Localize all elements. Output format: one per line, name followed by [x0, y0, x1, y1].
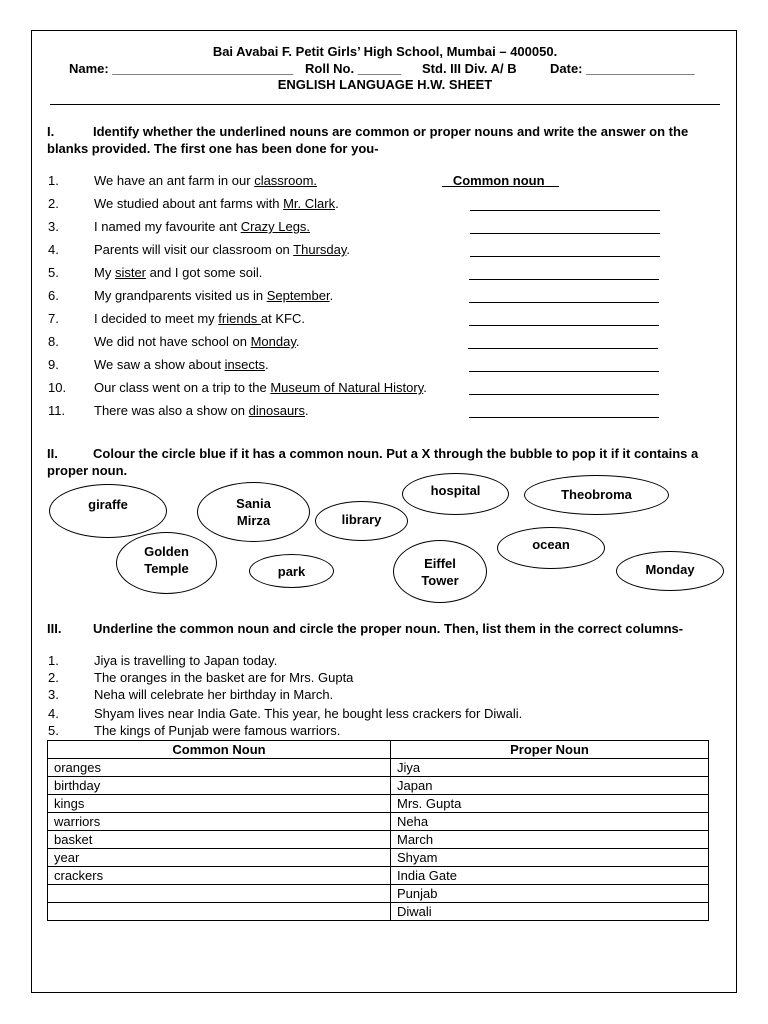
underlined-noun: sister: [114, 265, 147, 280]
sentence-number: 5.: [48, 723, 59, 738]
sentence-number: 3.: [48, 687, 59, 702]
common-noun-cell[interactable]: year: [48, 849, 391, 867]
item-sentence: I named my favourite ant Crazy Legs.: [94, 219, 311, 234]
proper-noun-cell[interactable]: Shyam: [391, 849, 709, 867]
proper-noun-cell[interactable]: Neha: [391, 813, 709, 831]
item-sentence: Parents will visit our classroom on Thursday.: [94, 242, 351, 257]
proper-noun-cell[interactable]: Jiya: [391, 759, 709, 777]
sentence-number: 4.: [48, 706, 59, 721]
item-sentence: My grandparents visited us in September.: [94, 288, 334, 303]
noun-table: [47, 740, 709, 921]
date-line: [550, 61, 695, 76]
table-row: [48, 813, 709, 831]
noun-bubble[interactable]: Theobroma: [524, 475, 669, 515]
name-blank[interactable]: _________________________: [112, 61, 294, 76]
answer-blank[interactable]: [469, 302, 659, 303]
answer-blank[interactable]: [470, 233, 660, 234]
table-row: [48, 867, 709, 885]
item-number: 4.: [48, 242, 59, 257]
sentence-text: The kings of Punjab were famous warriors.: [94, 723, 341, 738]
table-row: [48, 831, 709, 849]
date-blank[interactable]: _______________: [586, 61, 695, 76]
noun-bubble[interactable]: Sania Mirza: [197, 482, 310, 542]
list-item: [32, 173, 732, 191]
list-item: [32, 196, 732, 214]
list-item: [32, 670, 732, 687]
section3-question: [47, 620, 727, 637]
noun-bubble[interactable]: Monday: [616, 551, 724, 591]
common-noun-cell[interactable]: [48, 885, 391, 903]
noun-bubble[interactable]: hospital: [402, 473, 509, 515]
sentence-text: The oranges in the basket are for Mrs. Gupta: [94, 670, 354, 685]
item-sentence: Our class went on a trip to the Museum of Natural History.: [94, 380, 427, 395]
answer-blank[interactable]: [469, 371, 659, 372]
worksheet-page: [31, 30, 737, 993]
noun-bubble[interactable]: Eiffel Tower: [393, 540, 487, 603]
item-number: 5.: [48, 265, 59, 280]
sentence-text: Neha will celebrate her birthday in March.: [94, 687, 334, 702]
sheet-title: ENGLISH LANGUAGE H.W. SHEET: [277, 77, 493, 92]
table-row: [48, 795, 709, 813]
roll-label: Roll No.: [305, 61, 355, 76]
roll-line: [305, 61, 401, 76]
answer-blank[interactable]: [469, 394, 659, 395]
header-divider: [50, 104, 720, 105]
common-noun-header: Common Noun: [48, 741, 391, 759]
item-number: 7.: [48, 311, 59, 326]
section1-numeral: I.: [47, 124, 55, 139]
list-item: [32, 403, 732, 421]
answer-blank[interactable]: [469, 417, 659, 418]
sentence-text: Shyam lives near India Gate. This year, he bought less crackers for Diwali.: [94, 706, 523, 721]
item-sentence: There was also a show on dinosaurs.: [94, 403, 309, 418]
item-number: 8.: [48, 334, 59, 349]
noun-bubble[interactable]: Golden Temple: [116, 532, 217, 594]
underlined-noun: insects: [224, 357, 266, 372]
noun-bubble[interactable]: park: [249, 554, 334, 588]
list-item: [32, 723, 732, 740]
roll-blank[interactable]: ______: [357, 61, 402, 76]
list-item: [32, 687, 732, 704]
item-sentence: My sister and I got some soil.: [94, 265, 263, 280]
list-item: [32, 288, 732, 306]
underlined-noun: Monday: [250, 334, 296, 349]
section2-numeral: II.: [47, 446, 58, 461]
name-label: Name:: [69, 61, 109, 76]
underlined-noun: Mr. Clark: [283, 196, 336, 211]
common-noun-cell[interactable]: basket: [48, 831, 391, 849]
proper-noun-header: Proper Noun: [391, 741, 709, 759]
underlined-noun: Thursday: [293, 242, 347, 257]
common-noun-cell[interactable]: kings: [48, 795, 391, 813]
date-label: Date:: [550, 61, 583, 76]
common-noun-cell[interactable]: birthday: [48, 777, 391, 795]
section1-instruction: Identify whether the underlined nouns are common or proper nouns and write the answer on the blanks provided. The first one has been done for you-: [47, 124, 689, 156]
item-number: 1.: [48, 173, 59, 188]
sentence-number: 1.: [48, 653, 59, 668]
common-noun-cell[interactable]: [48, 903, 391, 921]
proper-noun-cell[interactable]: Japan: [391, 777, 709, 795]
common-noun-cell[interactable]: oranges: [48, 759, 391, 777]
section1-question: [47, 123, 727, 157]
common-noun-cell[interactable]: crackers: [48, 867, 391, 885]
name-line: [69, 61, 293, 76]
section3-numeral: III.: [47, 621, 62, 636]
list-item: [32, 706, 732, 723]
list-item: [32, 219, 732, 237]
table-header-row: [48, 741, 709, 759]
example-answer: Common noun: [452, 173, 545, 188]
sentence-text: Jiya is travelling to Japan today.: [94, 653, 278, 668]
list-item: [32, 357, 732, 375]
list-item: [32, 311, 732, 329]
section2-instruction: Colour the circle blue if it has a common noun. Put a X through the bubble to pop it if it contains a proper noun.: [47, 446, 699, 478]
std-division: Std. III Div. A/ B: [422, 61, 517, 76]
proper-noun-cell[interactable]: March: [391, 831, 709, 849]
item-number: 6.: [48, 288, 59, 303]
noun-bubble[interactable]: giraffe: [49, 484, 167, 538]
item-number: 10.: [48, 380, 67, 395]
underlined-noun: classroom.: [254, 173, 318, 188]
section2-question: [47, 445, 727, 479]
list-item: [32, 653, 732, 670]
item-number: 2.: [48, 196, 59, 211]
proper-noun-cell[interactable]: India Gate: [391, 867, 709, 885]
table-row: [48, 777, 709, 795]
proper-noun-cell[interactable]: Punjab: [391, 885, 709, 903]
proper-noun-cell[interactable]: Mrs. Gupta: [391, 795, 709, 813]
noun-bubble[interactable]: ocean: [497, 527, 605, 569]
underlined-noun: Museum of Natural History: [270, 380, 424, 395]
list-item: [32, 242, 732, 260]
answer-blank[interactable]: [469, 325, 659, 326]
answer-blank[interactable]: [469, 279, 659, 280]
item-number: 9.: [48, 357, 59, 372]
sentence-number: 2.: [48, 670, 59, 685]
answer-blank[interactable]: [470, 210, 660, 211]
noun-bubble[interactable]: library: [315, 501, 408, 541]
item-sentence: I decided to meet my friends at KFC.: [94, 311, 305, 326]
list-item: [32, 265, 732, 283]
item-number: 3.: [48, 219, 59, 234]
answer-blank[interactable]: [468, 348, 658, 349]
table-row: [48, 759, 709, 777]
table-row: [48, 849, 709, 867]
list-item: [32, 334, 732, 352]
item-sentence: We did not have school on Monday.: [94, 334, 300, 349]
item-sentence: We saw a show about insects.: [94, 357, 269, 372]
table-row: [48, 903, 709, 921]
school-name: Bai Avabai F. Petit Girls’ High School, Mumbai – 400050.: [212, 44, 558, 59]
answer-blank[interactable]: [470, 256, 660, 257]
section3-instruction: Underline the common noun and circle the proper noun. Then, list them in the correct columns-: [93, 621, 684, 636]
common-noun-cell[interactable]: warriors: [48, 813, 391, 831]
underlined-noun: dinosaurs: [248, 403, 306, 418]
item-number: 11.: [48, 403, 66, 418]
underlined-noun: September: [266, 288, 330, 303]
item-sentence: We studied about ant farms with Mr. Clark.: [94, 196, 339, 211]
list-item: [32, 380, 732, 398]
item-sentence: We have an ant farm in our classroom.: [94, 173, 318, 188]
underlined-noun: Crazy Legs.: [240, 219, 311, 234]
proper-noun-cell[interactable]: Diwali: [391, 903, 709, 921]
table-row: [48, 885, 709, 903]
underlined-noun: friends: [218, 311, 261, 326]
